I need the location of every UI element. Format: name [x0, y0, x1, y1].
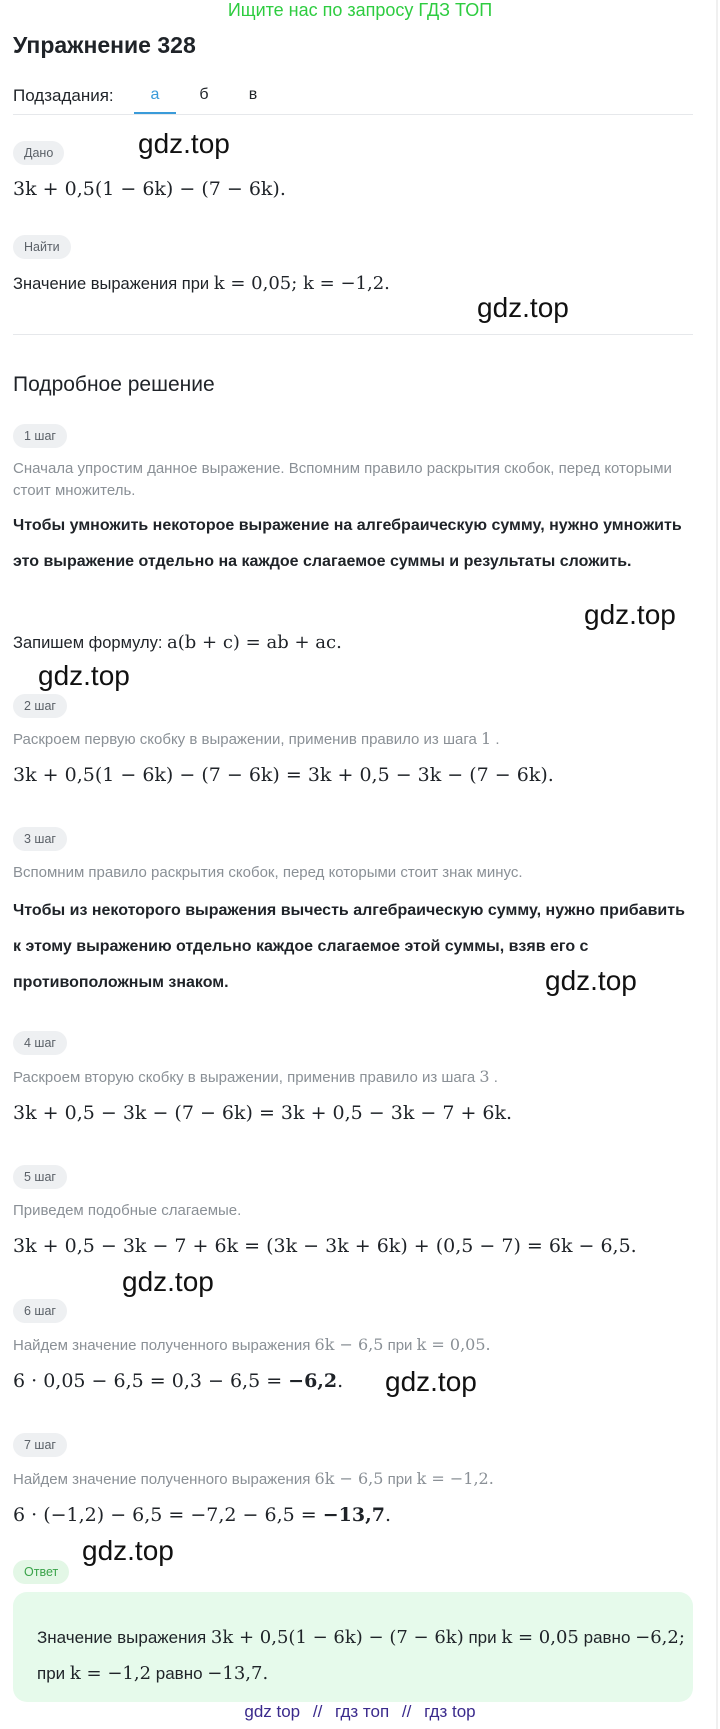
footer-link[interactable]: gdz top: [244, 1702, 301, 1721]
tab-a[interactable]: а: [150, 86, 160, 103]
step-4-dot: .: [493, 1069, 498, 1086]
step-5-expression: 3k + 0,5 − 3k − 7 + 6k = (3k − 3k + 6k) + (0,5 − 7) = 6k − 6,5.: [13, 1235, 637, 1257]
step-7-note-k: k = −1,2.: [416, 1469, 494, 1488]
step-6-calc: 6 · 0,05 − 6,5 = 0,3 − 6,5 =: [13, 1370, 283, 1392]
step-2-note: [13, 728, 500, 751]
step-1-rule: Чтобы умножить некоторое выражение на алгебраическую сумму, нужно умножить это выражение отдельно на каждое слагаемое суммы и результаты сложить.: [13, 517, 682, 570]
watermark: gdz.top: [122, 1266, 214, 1297]
answer-t4: при: [37, 1664, 66, 1683]
step-2-badge: 2 шаг: [13, 694, 67, 718]
step-6-note-k: k = 0,05.: [416, 1335, 491, 1354]
watermark: gdz.top: [545, 965, 637, 996]
step-7-expression: [13, 1504, 391, 1526]
page-title: Упражнение 328: [13, 32, 196, 58]
step-6-period: .: [337, 1370, 344, 1392]
step-3-note: Вспомним правило раскрытия скобок, перед которыми стоит знак минус.: [13, 864, 523, 881]
step-1-note: Сначала упростим данное выражение. Вспомним правило раскрытия скобок, перед которыми стоит множитель.: [13, 460, 672, 499]
find-badge: Найти: [13, 235, 71, 259]
step-3-badge: 3 шаг: [13, 827, 67, 851]
step-7-note-mid: при: [387, 1471, 413, 1488]
page-edge: [716, 0, 718, 1729]
step-2-ref: 1: [481, 729, 492, 748]
answer-t1: Значение выражения: [37, 1628, 207, 1647]
answer-text: [37, 1620, 687, 1692]
section-divider: [13, 334, 693, 335]
answer-t2: при: [468, 1628, 497, 1647]
watermark: gdz.top: [82, 1535, 174, 1566]
footer-link[interactable]: гдз топ: [335, 1702, 390, 1721]
answer-e1: 3k + 0,5(1 − 6k) − (7 − 6k): [210, 1627, 464, 1648]
tabs-divider: [13, 114, 693, 115]
step-2-expression: 3k + 0,5(1 − 6k) − (7 − 6k) = 3k + 0,5 − 3k − (7 − 6k).: [13, 764, 554, 786]
solution-title: Подробное решение: [13, 373, 215, 396]
step-7-result: −13,7: [322, 1504, 385, 1526]
step-2-note-text: Раскроем первую скобку в выражении, применив правило из шага: [13, 731, 477, 748]
step-7-note-text: Найдем значение полученного выражения: [13, 1471, 311, 1488]
given-expression: 3k + 0,5(1 − 6k) − (7 − 6k).: [13, 178, 286, 200]
footer-link[interactable]: гдз top: [424, 1702, 476, 1721]
search-banner[interactable]: Ищите нас по запросу ГДЗ ТОП: [227, 0, 493, 20]
step-6-note-mid: при: [387, 1337, 413, 1354]
step-4-note-text: Раскроем вторую скобку в выражении, применив правило из шага: [13, 1069, 476, 1086]
watermark: gdz.top: [477, 292, 569, 323]
step-6-note: [13, 1334, 491, 1357]
answer-e5: −13,7.: [207, 1663, 269, 1684]
answer-t3: равно: [583, 1628, 631, 1647]
step-1-formula: a(b + c) = ab + ac.: [167, 632, 342, 653]
step-6-note-text: Найдем значение полученного выражения: [13, 1337, 311, 1354]
find-label-text: Значение выражения при: [13, 275, 210, 293]
step-7-note-expr: 6k − 6,5: [314, 1469, 384, 1488]
step-3-rule: Чтобы из некоторого выражения вычесть алгебраическую сумму, нужно прибавить к этому выражению отдельно каждое слагаемое этой суммы, взяв его с противоположным знаком.: [13, 902, 685, 991]
step-2-dot: .: [495, 731, 500, 748]
step-7-calc: 6 · (−1,2) − 6,5 = −7,2 − 6,5 =: [13, 1504, 317, 1526]
step-6-note-expr: 6k − 6,5: [314, 1335, 384, 1354]
step-7-badge: 7 шаг: [13, 1433, 67, 1457]
step-6-expression: [13, 1370, 343, 1392]
answer-t5: равно: [155, 1664, 203, 1683]
step-1-badge: 1 шаг: [13, 424, 67, 448]
step-4-expression: 3k + 0,5 − 3k − (7 − 6k) = 3k + 0,5 − 3k − 7 + 6k.: [13, 1102, 513, 1124]
answer-e3: −6,2;: [635, 1627, 685, 1648]
step-7-note: [13, 1468, 494, 1491]
step-1-formula-text: Запишем формулу:: [13, 634, 163, 652]
step-1-formula-line: [13, 632, 342, 653]
answer-e4: k = −1,2: [69, 1663, 152, 1684]
tab-v[interactable]: в: [248, 86, 258, 103]
step-6-badge: 6 шаг: [13, 1299, 67, 1323]
step-4-note: [13, 1066, 498, 1089]
step-5-badge: 5 шаг: [13, 1165, 67, 1189]
find-expression: k = 0,05; k = −1,2.: [213, 273, 390, 294]
step-4-badge: 4 шаг: [13, 1031, 67, 1055]
given-badge: Дано: [13, 141, 64, 165]
subtasks-label: Подзадания:: [13, 86, 114, 105]
answer-badge: Ответ: [13, 1560, 69, 1584]
watermark: gdz.top: [38, 660, 130, 691]
step-5-note: Приведем подобные слагаемые.: [13, 1202, 242, 1219]
watermark: gdz.top: [138, 128, 230, 159]
footer-links: [0, 1702, 720, 1722]
watermark: gdz.top: [584, 599, 676, 630]
answer-e2: k = 0,05: [501, 1627, 579, 1648]
watermark: gdz.top: [385, 1366, 477, 1397]
footer-separator: //: [401, 1702, 412, 1721]
step-6-result: −6,2: [288, 1370, 338, 1392]
step-4-ref: 3: [479, 1067, 490, 1086]
find-text: [13, 273, 390, 294]
footer-separator: //: [312, 1702, 323, 1721]
step-7-period: .: [384, 1504, 391, 1526]
tab-b[interactable]: б: [199, 86, 209, 103]
